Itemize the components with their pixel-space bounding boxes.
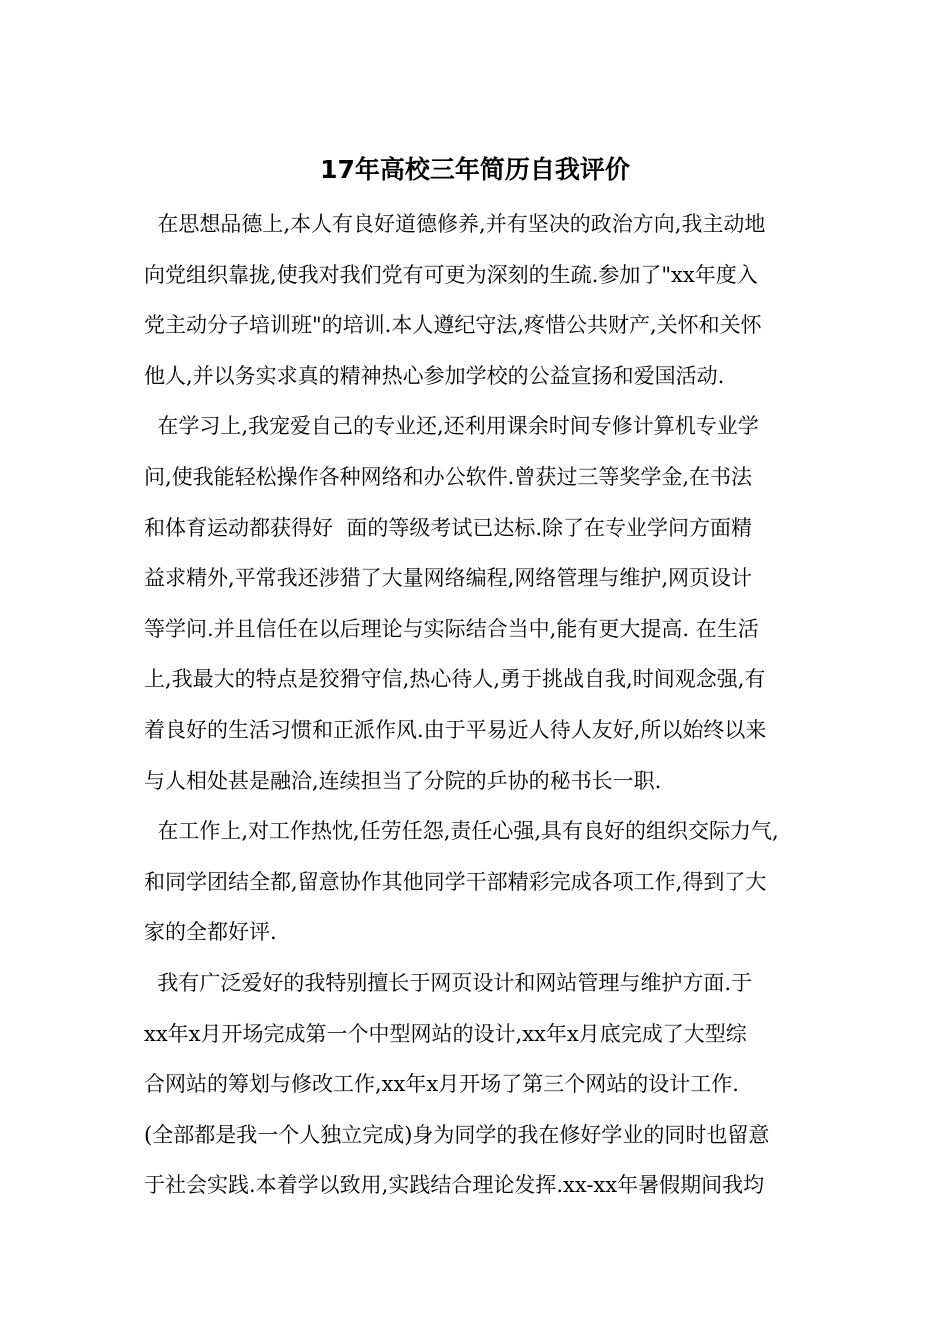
body-line: 于社会实践.本着学以致用,实践结合理论发挥.xx-xx年暑假期间我均	[144, 1173, 765, 1198]
body-line: 向党组织靠拢,使我对我们党有可更为深刻的生疏.参加了"xx年度入	[144, 262, 758, 287]
body-line: 家的全都好评.	[144, 920, 277, 945]
body-line: 他人,并以务实求真的精神热心参加学校的公益宣扬和爱国活动.	[144, 363, 725, 388]
body-line: 和体育运动都获得好 面的等级考试已达标.除了在专业学问方面精	[144, 515, 753, 540]
body-line: 问,使我能轻松操作各种网络和办公软件.曾获过三等奖学金,在书法	[144, 464, 753, 489]
body-line: 着良好的生活习惯和正派作风.由于平易近人待人友好,所以始终以来	[144, 717, 767, 742]
body-line: 我有广泛爱好的我特别擅长于网页设计和网站管理与维护方面.于	[144, 970, 753, 995]
body-line: 等学问.并且信任在以后理论与实际结合当中,能有更大提高. 在生活	[144, 616, 759, 641]
body-line: 益求精外,平常我还涉猎了大量网络编程,网络管理与维护,网页设计	[144, 566, 753, 591]
document-title: 17年高校三年简历自我评价	[320, 155, 630, 184]
body-line: (全部都是我一个人独立完成)身为同学的我在修好学业的同时也留意	[144, 1122, 770, 1147]
body-line: xx年x月开场完成第一个中型网站的设计,xx年x月底完成了大型综	[144, 1021, 747, 1046]
body-line: 在学习上,我宠爱自己的专业还,还利用课余时间专修计算机专业学	[144, 414, 759, 439]
body-line: 合网站的筹划与修改工作,xx年x月开场了第三个网站的设计工作.	[144, 1072, 739, 1097]
document-body	[144, 199, 814, 1211]
body-line: 与人相处甚是融洽,连续担当了分院的乒协的秘书长一职.	[144, 768, 662, 793]
body-line: 在工作上,对工作热忱,任劳任怨,责任心强,具有良好的组织交际力气,	[144, 819, 779, 844]
body-line: 和同学团结全都,留意协作其他同学干部精彩完成各项工作,得到了大	[144, 869, 767, 894]
body-line: 党主动分子培训班"的培训.本人遵纪守法,疼惜公共财产,关怀和关怀	[144, 313, 762, 338]
body-line: 在思想品德上,本人有良好道德修养,并有坚决的政治方向,我主动地	[144, 212, 766, 236]
body-line: 上,我最大的特点是狡猾守信,热心待人,勇于挑战自我,时间观念强,有	[144, 667, 766, 692]
